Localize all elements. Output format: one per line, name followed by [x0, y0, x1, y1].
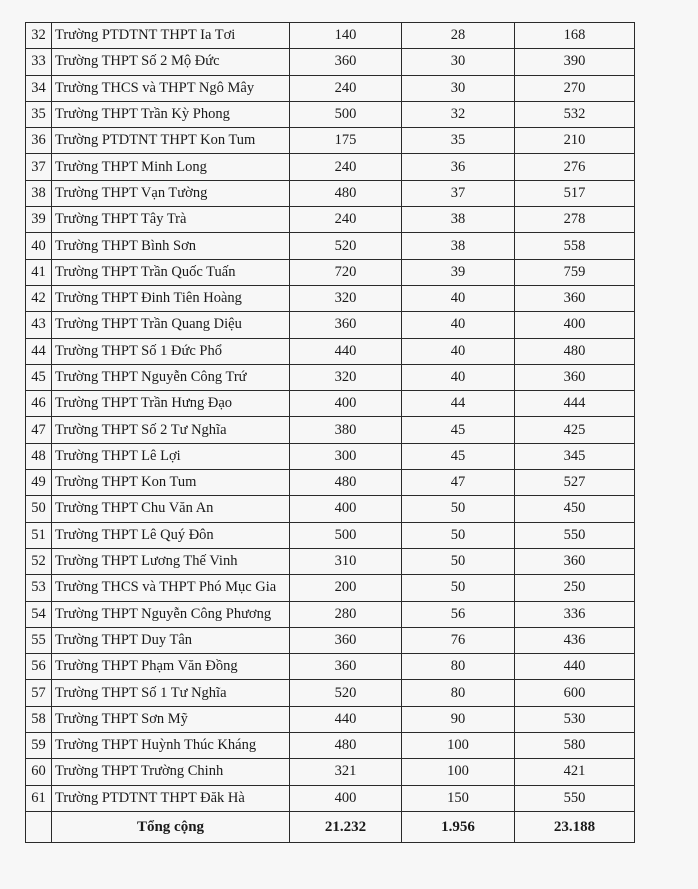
col-b-cell: 150 — [402, 785, 515, 811]
col-b-cell: 50 — [402, 575, 515, 601]
table-body — [26, 23, 635, 843]
col-c-cell: 390 — [515, 49, 635, 75]
total-col-a: 21.232 — [290, 811, 402, 842]
school-name-cell: Trường THPT Kon Tum — [52, 470, 290, 496]
school-name-cell: Trường THPT Trần Quang Diệu — [52, 312, 290, 338]
col-b-cell: 50 — [402, 496, 515, 522]
col-c-cell: 360 — [515, 285, 635, 311]
row-number-cell: 60 — [26, 759, 52, 785]
col-c-cell: 168 — [515, 23, 635, 49]
col-c-cell: 759 — [515, 259, 635, 285]
row-number-cell: 59 — [26, 733, 52, 759]
col-c-cell: 360 — [515, 364, 635, 390]
school-name-cell: Trường PTDTNT THPT Đăk Hà — [52, 785, 290, 811]
table-row — [26, 496, 635, 522]
school-name-cell: Trường THPT Đinh Tiên Hoàng — [52, 285, 290, 311]
table-row — [26, 601, 635, 627]
col-a-cell: 500 — [290, 522, 402, 548]
col-c-cell: 360 — [515, 548, 635, 574]
table-row — [26, 259, 635, 285]
col-c-cell: 600 — [515, 680, 635, 706]
table-row — [26, 338, 635, 364]
row-number-cell: 57 — [26, 680, 52, 706]
table-row — [26, 417, 635, 443]
col-c-cell: 336 — [515, 601, 635, 627]
row-number-cell: 58 — [26, 706, 52, 732]
col-a-cell: 280 — [290, 601, 402, 627]
col-a-cell: 140 — [290, 23, 402, 49]
col-c-cell: 450 — [515, 496, 635, 522]
row-number-cell: 36 — [26, 128, 52, 154]
col-a-cell: 400 — [290, 391, 402, 417]
col-b-cell: 80 — [402, 680, 515, 706]
row-number-cell: 50 — [26, 496, 52, 522]
col-b-cell: 28 — [402, 23, 515, 49]
col-a-cell: 310 — [290, 548, 402, 574]
col-c-cell: 530 — [515, 706, 635, 732]
school-name-cell: Trường THPT Nguyễn Công Phương — [52, 601, 290, 627]
col-a-cell: 440 — [290, 706, 402, 732]
col-a-cell: 480 — [290, 180, 402, 206]
col-c-cell: 400 — [515, 312, 635, 338]
col-c-cell: 425 — [515, 417, 635, 443]
col-c-cell: 580 — [515, 733, 635, 759]
table-row — [26, 785, 635, 811]
school-name-cell: Trường THPT Bình Sơn — [52, 233, 290, 259]
total-col-c: 23.188 — [515, 811, 635, 842]
school-name-cell: Trường THPT Trần Quốc Tuấn — [52, 259, 290, 285]
row-number-cell: 40 — [26, 233, 52, 259]
school-name-cell: Trường THPT Số 1 Đức Phổ — [52, 338, 290, 364]
school-name-cell: Trường THPT Duy Tân — [52, 627, 290, 653]
col-a-cell: 520 — [290, 680, 402, 706]
table-row — [26, 23, 635, 49]
row-number-cell: 33 — [26, 49, 52, 75]
school-name-cell: Trường THPT Nguyễn Công Trứ — [52, 364, 290, 390]
row-number-cell: 35 — [26, 101, 52, 127]
row-number-cell: 56 — [26, 654, 52, 680]
school-name-cell: Trường THPT Lê Quý Đôn — [52, 522, 290, 548]
col-a-cell: 500 — [290, 101, 402, 127]
table-row — [26, 128, 635, 154]
col-b-cell: 40 — [402, 285, 515, 311]
col-b-cell: 45 — [402, 443, 515, 469]
col-a-cell: 175 — [290, 128, 402, 154]
school-name-cell: Trường THPT Tây Trà — [52, 207, 290, 233]
school-name-cell: Trường THPT Chu Văn An — [52, 496, 290, 522]
col-b-cell: 39 — [402, 259, 515, 285]
col-b-cell: 100 — [402, 759, 515, 785]
col-c-cell: 278 — [515, 207, 635, 233]
col-b-cell: 47 — [402, 470, 515, 496]
row-number-cell: 34 — [26, 75, 52, 101]
table-row — [26, 548, 635, 574]
table-row — [26, 180, 635, 206]
total-row — [26, 811, 635, 842]
total-no-cell — [26, 811, 52, 842]
school-name-cell: Trường THPT Phạm Văn Đồng — [52, 654, 290, 680]
school-name-cell: Trường THPT Số 2 Mộ Đức — [52, 49, 290, 75]
total-col-b: 1.956 — [402, 811, 515, 842]
col-b-cell: 100 — [402, 733, 515, 759]
col-c-cell: 444 — [515, 391, 635, 417]
col-c-cell: 440 — [515, 654, 635, 680]
row-number-cell: 46 — [26, 391, 52, 417]
school-name-cell: Trường THPT Sơn Mỹ — [52, 706, 290, 732]
col-b-cell: 90 — [402, 706, 515, 732]
col-a-cell: 400 — [290, 785, 402, 811]
col-c-cell: 436 — [515, 627, 635, 653]
col-b-cell: 50 — [402, 548, 515, 574]
row-number-cell: 45 — [26, 364, 52, 390]
table-row — [26, 443, 635, 469]
col-b-cell: 45 — [402, 417, 515, 443]
row-number-cell: 42 — [26, 285, 52, 311]
row-number-cell: 37 — [26, 154, 52, 180]
col-b-cell: 35 — [402, 128, 515, 154]
row-number-cell: 54 — [26, 601, 52, 627]
col-b-cell: 40 — [402, 338, 515, 364]
col-a-cell: 240 — [290, 154, 402, 180]
col-a-cell: 360 — [290, 654, 402, 680]
table-row — [26, 391, 635, 417]
table-row — [26, 733, 635, 759]
table-row — [26, 522, 635, 548]
table-row — [26, 575, 635, 601]
row-number-cell: 39 — [26, 207, 52, 233]
col-b-cell: 38 — [402, 207, 515, 233]
col-a-cell: 720 — [290, 259, 402, 285]
row-number-cell: 44 — [26, 338, 52, 364]
col-c-cell: 345 — [515, 443, 635, 469]
col-b-cell: 38 — [402, 233, 515, 259]
school-name-cell: Trường PTDTNT THPT Kon Tum — [52, 128, 290, 154]
school-name-cell: Trường THPT Lương Thế Vinh — [52, 548, 290, 574]
total-label: Tổng cộng — [52, 811, 290, 842]
col-c-cell: 517 — [515, 180, 635, 206]
col-c-cell: 480 — [515, 338, 635, 364]
table-row — [26, 364, 635, 390]
school-name-cell: Trường THPT Trần Kỳ Phong — [52, 101, 290, 127]
table-row — [26, 49, 635, 75]
col-b-cell: 40 — [402, 312, 515, 338]
table-row — [26, 759, 635, 785]
table-row — [26, 627, 635, 653]
school-name-cell: Trường THPT Trần Hưng Đạo — [52, 391, 290, 417]
col-a-cell: 360 — [290, 312, 402, 338]
row-number-cell: 47 — [26, 417, 52, 443]
row-number-cell: 38 — [26, 180, 52, 206]
school-name-cell: Trường THPT Lê Lợi — [52, 443, 290, 469]
col-c-cell: 532 — [515, 101, 635, 127]
col-b-cell: 32 — [402, 101, 515, 127]
col-a-cell: 320 — [290, 364, 402, 390]
table-row — [26, 706, 635, 732]
col-a-cell: 480 — [290, 733, 402, 759]
col-a-cell: 320 — [290, 285, 402, 311]
col-b-cell: 50 — [402, 522, 515, 548]
col-c-cell: 250 — [515, 575, 635, 601]
row-number-cell: 51 — [26, 522, 52, 548]
col-a-cell: 240 — [290, 75, 402, 101]
col-b-cell: 36 — [402, 154, 515, 180]
row-number-cell: 49 — [26, 470, 52, 496]
row-number-cell: 55 — [26, 627, 52, 653]
col-c-cell: 270 — [515, 75, 635, 101]
col-c-cell: 276 — [515, 154, 635, 180]
table-row — [26, 207, 635, 233]
col-c-cell: 550 — [515, 785, 635, 811]
col-b-cell: 80 — [402, 654, 515, 680]
row-number-cell: 41 — [26, 259, 52, 285]
school-name-cell: Trường THPT Số 1 Tư Nghĩa — [52, 680, 290, 706]
table-row — [26, 312, 635, 338]
col-a-cell: 440 — [290, 338, 402, 364]
table-row — [26, 154, 635, 180]
col-b-cell: 37 — [402, 180, 515, 206]
col-a-cell: 300 — [290, 443, 402, 469]
col-b-cell: 40 — [402, 364, 515, 390]
col-c-cell: 550 — [515, 522, 635, 548]
table-row — [26, 101, 635, 127]
row-number-cell: 32 — [26, 23, 52, 49]
col-c-cell: 421 — [515, 759, 635, 785]
col-a-cell: 520 — [290, 233, 402, 259]
school-name-cell: Trường THPT Minh Long — [52, 154, 290, 180]
school-name-cell: Trường THCS và THPT Phó Mục Gia — [52, 575, 290, 601]
school-quota-table — [25, 22, 635, 843]
col-b-cell: 30 — [402, 75, 515, 101]
school-name-cell: Trường THPT Huỳnh Thúc Kháng — [52, 733, 290, 759]
col-b-cell: 76 — [402, 627, 515, 653]
school-name-cell: Trường THCS và THPT Ngô Mây — [52, 75, 290, 101]
col-a-cell: 360 — [290, 627, 402, 653]
table-row — [26, 285, 635, 311]
col-a-cell: 360 — [290, 49, 402, 75]
school-name-cell: Trường PTDTNT THPT Ia Tơi — [52, 23, 290, 49]
col-a-cell: 380 — [290, 417, 402, 443]
table-row — [26, 680, 635, 706]
col-b-cell: 44 — [402, 391, 515, 417]
col-a-cell: 480 — [290, 470, 402, 496]
col-a-cell: 321 — [290, 759, 402, 785]
row-number-cell: 52 — [26, 548, 52, 574]
row-number-cell: 43 — [26, 312, 52, 338]
col-b-cell: 30 — [402, 49, 515, 75]
col-c-cell: 210 — [515, 128, 635, 154]
row-number-cell: 61 — [26, 785, 52, 811]
col-c-cell: 558 — [515, 233, 635, 259]
col-c-cell: 527 — [515, 470, 635, 496]
col-a-cell: 400 — [290, 496, 402, 522]
row-number-cell: 53 — [26, 575, 52, 601]
table-row — [26, 233, 635, 259]
row-number-cell: 48 — [26, 443, 52, 469]
table-row — [26, 470, 635, 496]
table-row — [26, 654, 635, 680]
school-name-cell: Trường THPT Số 2 Tư Nghĩa — [52, 417, 290, 443]
table-row — [26, 75, 635, 101]
col-a-cell: 200 — [290, 575, 402, 601]
school-name-cell: Trường THPT Trường Chinh — [52, 759, 290, 785]
col-a-cell: 240 — [290, 207, 402, 233]
col-b-cell: 56 — [402, 601, 515, 627]
school-name-cell: Trường THPT Vạn Tường — [52, 180, 290, 206]
